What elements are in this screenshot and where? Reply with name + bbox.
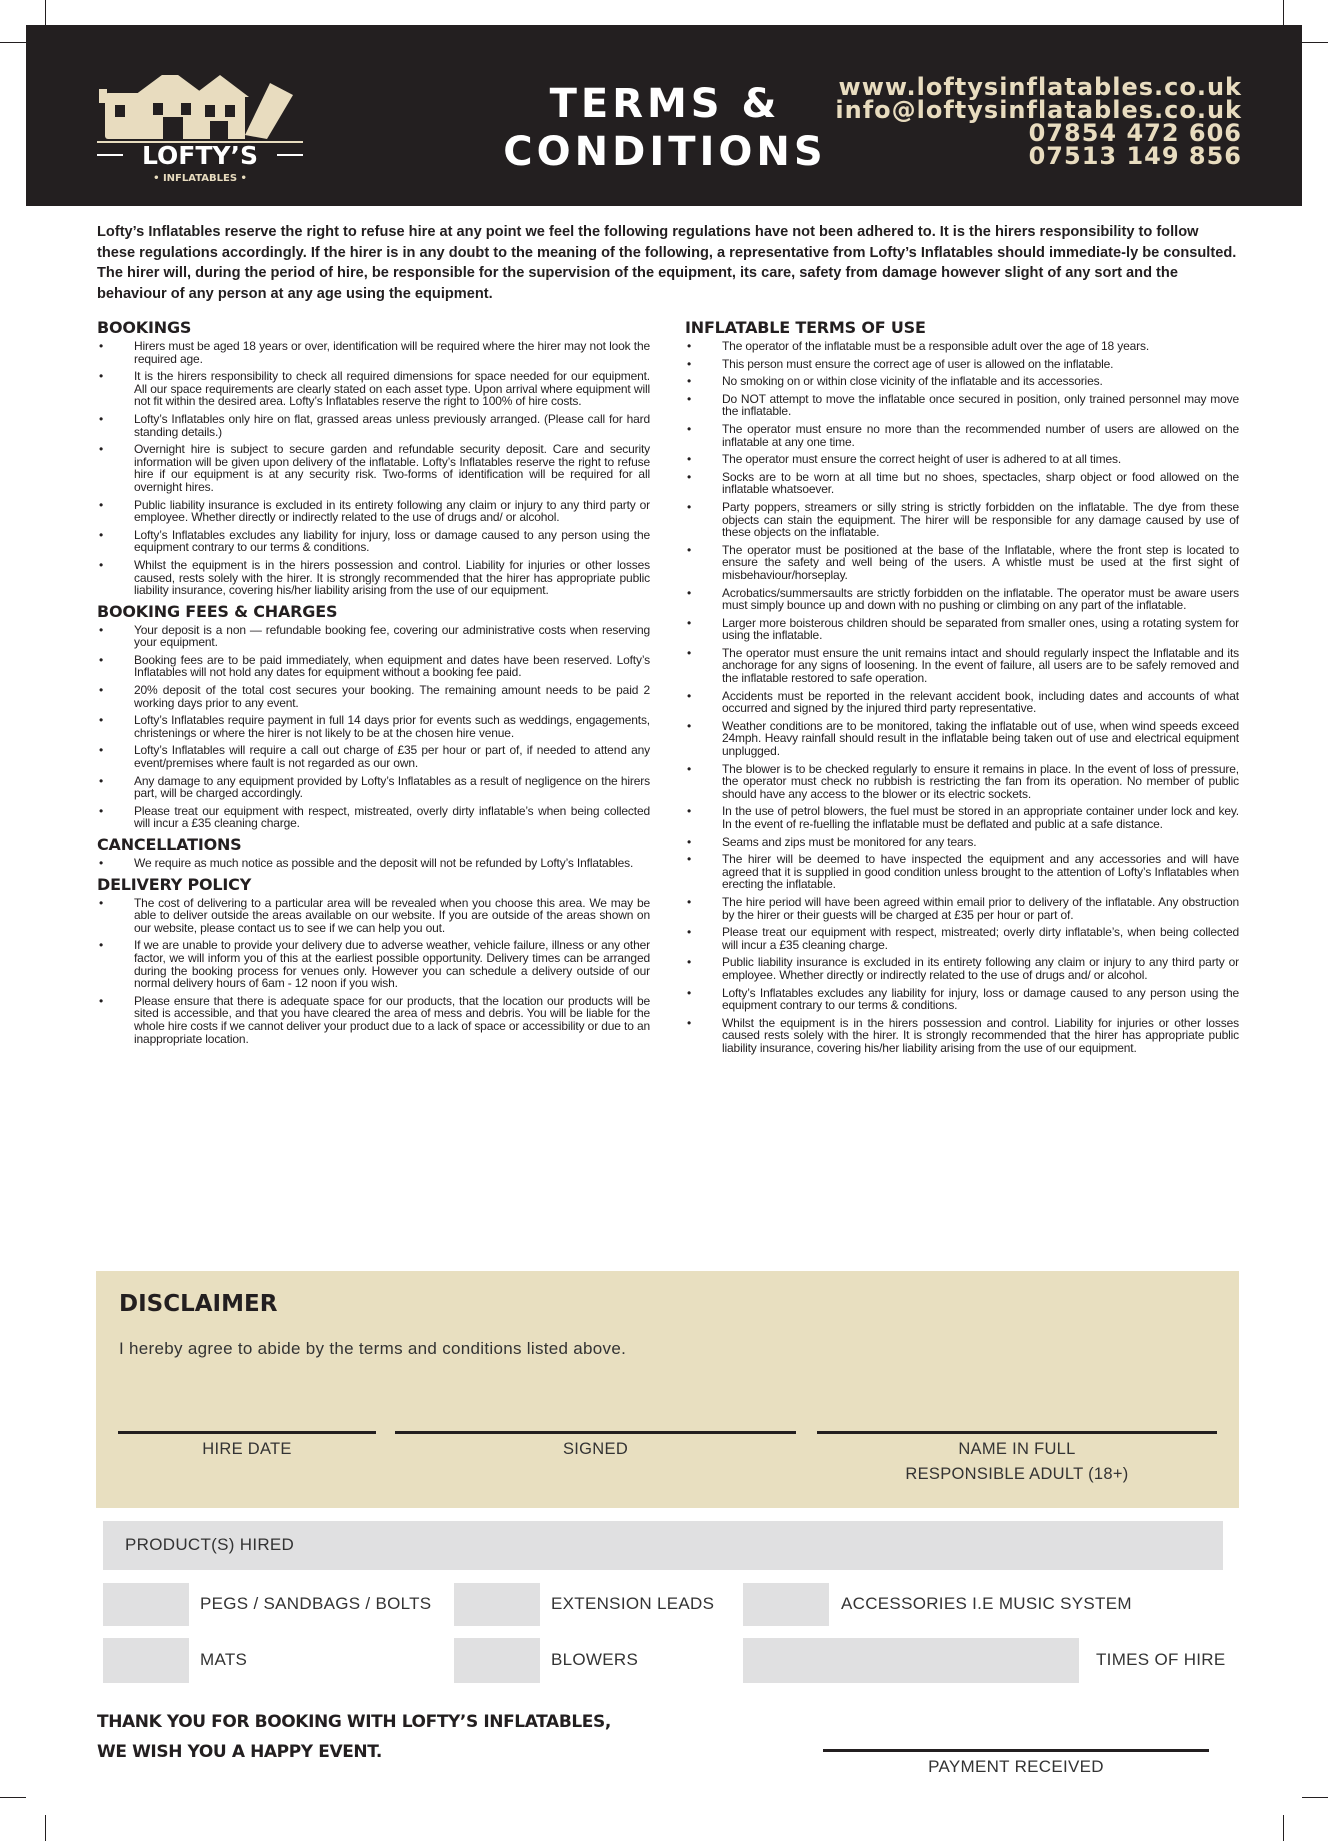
terms-of-use-list: [685, 340, 1239, 1055]
thank-you-message: [97, 1707, 611, 1767]
list-item: • Acrobatics/summersaults are strictly forbidden on the inflatable. The operator must be aware users must simply bounce up and down with no pushing or climbing on any part of the inflatable.: [685, 587, 1239, 612]
list-item: • The cost of delivering to a particular area will be revealed when you choose this area. We may be able to deliver outside the areas available on our website. If you are outside of the areas shown on our website, please contact us to see if we can help you out.: [97, 897, 650, 935]
list-item: • Overnight hire is subject to secure garden and refundable security deposit. Care and security information will be given upon delivery of the inflatable. Lofty’s Inflatables reserve the right to refuse hire if our equipment is at any security risk. Two-forms of identification will be required for all overnight hires.: [97, 443, 650, 493]
disclaimer-text: I hereby agree to abide by the terms and conditions listed above.: [119, 1339, 627, 1358]
fees-heading: BOOKING FEES & CHARGES: [97, 601, 338, 621]
email-link[interactable]: info@loftysinflatables.co.uk: [835, 96, 1242, 124]
delivery-list: [97, 897, 650, 1046]
accessories-label: ACCESSORIES I.E MUSIC SYSTEM: [841, 1594, 1132, 1613]
blowers-label: BLOWERS: [551, 1650, 639, 1669]
left-column: [97, 318, 650, 1050]
pegs-label: PEGS / SANDBAGS / BOLTS: [200, 1594, 432, 1613]
products-hired-bar[interactable]: [103, 1521, 1223, 1570]
list-item: • Whilst the equipment is in the hirers possession and control. Liability for injuries or other losses caused rests solely with the hirer. It is strongly recommended that the hirer has appropriate public liability insurance, covering his/her liability arising from the use of our equipment.: [685, 1017, 1239, 1055]
list-item: • The operator must ensure no more than the recommended number of users are allowed on the inflatable at any one time.: [685, 423, 1239, 448]
lofty-logo: [95, 75, 305, 185]
list-item: • The operator must ensure the unit remains intact and should regularly inspect the Inflatable and its anchorage for any signs of loosening. In the event of failure, all users are to be safely removed and the inflatable restored to safe operation.: [685, 647, 1239, 685]
crop-mark: [1302, 1797, 1328, 1798]
times-of-hire-label: TIMES OF HIRE: [1096, 1650, 1226, 1669]
crop-mark: [1283, 1815, 1284, 1841]
logo-name: LOFTY’S: [141, 141, 259, 170]
times-of-hire-field[interactable]: [743, 1638, 1079, 1683]
crop-mark: [0, 42, 26, 43]
signed-label: SIGNED: [562, 1440, 629, 1458]
extension-leads-checkbox[interactable]: [454, 1583, 540, 1626]
name-in-full-label: NAME IN FULL RESPONSIBLE ADULT (18+): [905, 1440, 1129, 1483]
list-item: • In the use of petrol blowers, the fuel must be stored in an appropriate container under lock and key. In the event of re-fuelling the inflatable must be deflated and public at a safe distance.: [685, 805, 1239, 830]
bookings-list: [97, 340, 650, 597]
cancellations-heading: CANCELLATIONS: [97, 835, 242, 854]
signature-field[interactable]: [395, 1431, 796, 1434]
blowers-checkbox[interactable]: [454, 1638, 540, 1683]
mats-checkbox[interactable]: [103, 1638, 189, 1683]
delivery-heading: DELIVERY POLICY: [97, 874, 252, 894]
list-item: • The operator must ensure the correct height of user is adhered to at all times.: [685, 453, 1239, 466]
crop-mark: [1283, 0, 1284, 26]
list-item: • Booking fees are to be paid immediately, when equipment and dates have been reserved. Lofty’s Inflatables will not hold any dates for equipment without a booking fee paid.: [97, 654, 650, 679]
phone-2: 07513 149 856: [1028, 142, 1242, 170]
hire-date-field[interactable]: [118, 1431, 376, 1434]
cancellations-list: [97, 857, 650, 870]
list-item: • Public liability insurance is excluded in its entirety following any claim or injury to any third party or employee. Whether directly or indirectly related to the use of drugs and/ or alcohol.: [97, 499, 650, 524]
title-line-1: TERMS &: [549, 81, 781, 127]
phone-1: 07854 472 606: [1028, 119, 1242, 147]
payment-received-label: PAYMENT RECEIVED: [928, 1757, 1104, 1776]
list-item: • Do NOT attempt to move the inflatable once secured in position, only trained personnel may move the inflatable.: [685, 393, 1239, 418]
list-item: • Hirers must be aged 18 years or over, identification will be required where the hirer may not look the required age.: [97, 340, 650, 365]
products-hired-label: PRODUCT(S) HIRED: [125, 1535, 295, 1554]
page-title: [480, 80, 850, 176]
list-item: • We require as much notice as possible and the deposit will not be refunded by Lofty’s Inflatables.: [97, 857, 650, 870]
list-item: • Your deposit is a non — refundable booking fee, covering our administrative costs when reserving your equipment.: [97, 624, 650, 649]
thank-you-line-1: THANK YOU FOR BOOKING WITH LOFTY’S INFLATABLES,: [97, 1712, 611, 1732]
list-item: • Whilst the equipment is in the hirers possession and control. Liability for injuries or other losses caused, rests solely with the hirer. It is strongly recommended that the hirer has appropriate public liability insurance, covering his/her liability arising from the use of our equipment.: [97, 559, 650, 597]
list-item: • The operator of the inflatable must be a responsible adult over the age of 18 years.: [685, 340, 1239, 353]
name-in-full-field[interactable]: [817, 1431, 1217, 1434]
intro-paragraph: Lofty’s Inflatables reserve the right to refuse hire at any point we feel the following regulations have not been adhered to. It is the hirers responsibility to follow these regulations accordingly. If the hirer is in any doubt to the meaning of the following, a representative from Lofty’s Inflatables should immediate-ly be consulted. The hirer will, during the period of hire, be responsible for the supervision of the equipment, its care, safety from damage however slight of any sort and the behaviour of any person at any age using the equipment.: [97, 224, 1237, 302]
payment-received-field[interactable]: [823, 1749, 1209, 1752]
list-item: • It is the hirers responsibility to check all required dimensions for space needed for our equipment. All our space requirements are clearly stated on each asset type. Upon arrival where equipment will not fit within the desired area. Lofty’s Inflatables reserve the right to 100% of hire costs.: [97, 370, 650, 408]
list-item: • Lofty’s Inflatables will require a call out charge of £35 per hour or part of, if needed to attend any event/premises where fault is not regarded as our own.: [97, 744, 650, 769]
list-item: • Accidents must be reported in the relevant accident book, including dates and accounts of what occurred and signed by the injured third party representative.: [685, 690, 1239, 715]
hire-date-label: HIRE DATE: [202, 1440, 292, 1458]
list-item: • Public liability insurance is excluded in its entirety following any claim or injury to any third party or employee. Whether directly or indirectly related to the use of drugs and/ or alcohol.: [685, 956, 1239, 981]
list-item: • Lofty’s Inflatables excludes any liability for injury, loss or damage caused to any person using the equipment contrary to our terms & conditions.: [97, 529, 650, 554]
list-item: • Any damage to any equipment provided by Lofty’s Inflatables as a result of negligence on the hirers part, will be charged accordingly.: [97, 775, 650, 800]
extension-leads-label: EXTENSION LEADS: [551, 1594, 715, 1613]
website-link[interactable]: www.loftysinflatables.co.uk: [838, 73, 1242, 101]
list-item: • Seams and zips must be monitored for any tears.: [685, 836, 1239, 849]
crop-mark: [45, 0, 46, 26]
accessories-checkbox[interactable]: [743, 1583, 829, 1626]
crop-mark: [1302, 42, 1328, 43]
pegs-checkbox[interactable]: [103, 1583, 189, 1626]
list-item: • If we are unable to provide your delivery due to adverse weather, vehicle failure, illness or any other factor, we will inform you of this at the earliest possible opportunity. Delivery times can be arranged during the booking process for venues only. However you can schedule a delivery outside of our normal delivery hours of 6am - 12 noon if you wish.: [97, 939, 650, 989]
crop-mark: [45, 1815, 46, 1841]
list-item: • Please treat our equipment with respect, mistreated; overly dirty inflatable’s, when being collected will incur a £35 cleaning charge.: [685, 926, 1239, 951]
list-item: • The operator must be positioned at the base of the Inflatable, where the front step is located to ensure the safety and well being of the users. A whistle must be used at the first sight of misbehaviour/horseplay.: [685, 544, 1239, 582]
thank-you-line-2: WE WISH YOU A HAPPY EVENT.: [97, 1742, 382, 1762]
list-item: • The hirer will be deemed to have inspected the equipment and any accessories and will have agreed that it is supplied in good condition unless brought to the attention of Lofty’s Inflatables when erecting the inflatable.: [685, 853, 1239, 891]
list-item: • Lofty’s Inflatables only hire on flat, grassed areas unless previously arranged. (Please call for hard standing details.): [97, 413, 650, 438]
disclaimer-title: DISCLAIMER: [119, 1291, 278, 1317]
logo-sub: • INFLATABLES •: [153, 173, 247, 184]
list-item: • The hire period will have been agreed within email prior to delivery of the inflatable. Any obstruction by the hirer or their guests will be charged at £35 per hour or part of.: [685, 896, 1239, 921]
list-item: • Please treat our equipment with respect, mistreated, overly dirty inflatable’s when being collected will incur a £35 cleaning charge.: [97, 805, 650, 830]
list-item: • Larger more boisterous children should be separated from smaller ones, using a rotating system for using the inflatable.: [685, 617, 1239, 642]
list-item: • 20% deposit of the total cost secures your booking. The remaining amount needs to be paid 2 working days prior to any event.: [97, 684, 650, 709]
bookings-heading: BOOKINGS: [97, 318, 192, 337]
disclaimer-panel: [96, 1271, 1239, 1508]
list-item: • Socks are to be worn at all time but no shoes, spectacles, sharp object or food allowed on the inflatable whatsoever.: [685, 471, 1239, 496]
list-item: • Party poppers, streamers or silly string is strictly forbidden on the inflatable. The dye from these objects can stain the equipment. The hirer will be responsible for any damage caused by use of these objects on the inflatable.: [685, 501, 1239, 539]
list-item: • Lofty’s Inflatables excludes any liability for injury, loss or damage caused to any person using the equipment contrary to our terms & conditions.: [685, 987, 1239, 1012]
mats-label: MATS: [200, 1650, 248, 1669]
fees-list: [97, 624, 650, 830]
terms-of-use-heading: INFLATABLE TERMS OF USE: [685, 318, 926, 337]
crop-mark: [0, 1797, 26, 1798]
list-item: • This person must ensure the correct age of user is allowed on the inflatable.: [685, 358, 1239, 371]
list-item: • Lofty’s Inflatables require payment in full 14 days prior for events such as weddings, engagements, christenings or where the hirer is not likely to be at the chosen hire venue.: [97, 714, 650, 739]
list-item: • Please ensure that there is adequate space for our products, that the location our products will be sited is accessible, and that you have cleared the area of mess and debris. You will be liable for the whole hire costs if we cannot deliver your product due to a lack of space or accessibility or due to an inappropriate location.: [97, 995, 650, 1045]
title-line-2: CONDITIONS: [503, 129, 827, 175]
list-item: • The blower is to be checked regularly to ensure it remains in place. In the event of loss of pressure, the operator must check no rubbish is restricting the fan from its operation. No member of public should have any access to the blower or its electric sockets.: [685, 763, 1239, 801]
contact-block: [835, 73, 1242, 170]
list-item: • No smoking on or within close vicinity of the inflatable and its accessories.: [685, 375, 1239, 388]
list-item: • Weather conditions are to be monitored, taking the inflatable out of use, when wind speeds exceed 24mph. Heavy rainfall should result in the inflatable being taken out of use and electrical equipment unplugged.: [685, 720, 1239, 758]
right-column: [685, 318, 1239, 1060]
